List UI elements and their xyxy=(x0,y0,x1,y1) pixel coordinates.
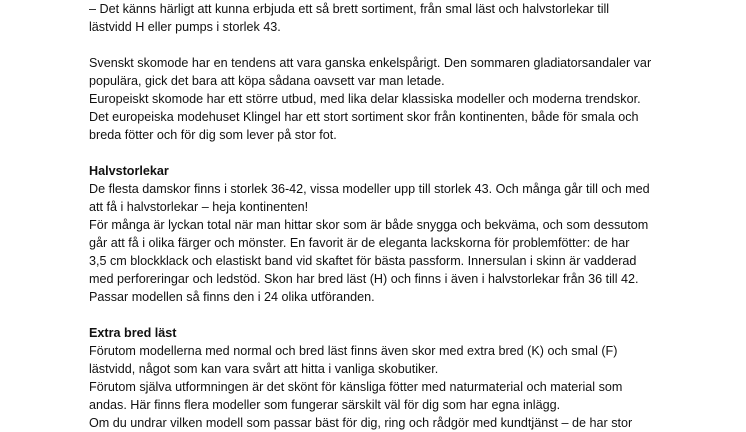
intro-paragraph xyxy=(89,0,729,36)
text-line: Det europeiska modehuset Klingel har ett stort sortiment skor från kontinenten, både för smala och xyxy=(89,110,639,124)
text-line: populära, gick det bara att köpa sådana oavsett var man letade. xyxy=(89,74,445,88)
section-heading-halvstorlekar: Halvstorlekar xyxy=(89,164,169,178)
paragraph-gap xyxy=(89,306,729,324)
text-line: – Det känns härligt att kunna erbjuda ett så brett sortiment, från smal läst och halvstorlekar till xyxy=(89,2,610,16)
paragraph-gap xyxy=(89,144,729,162)
fashion-paragraph xyxy=(89,54,729,144)
text-line: För många är lyckan total när man hittar skor som är både snygga och bekväma, och som dessutom xyxy=(89,218,649,232)
text-line: att få i halvstorlekar – heja kontinenten! xyxy=(89,200,309,214)
text-line: med perforeringar och ledstöd. Skon har bred läst (H) och finns i även i halvstorlekar från 36 till 42. xyxy=(89,272,639,286)
text-line: Passar modellen så finns den i 24 olika utföranden. xyxy=(89,290,375,304)
document-page xyxy=(89,0,729,432)
text-line: lästvidd, något som kan vara svårt att hitta i vanliga skobutiker. xyxy=(89,362,439,376)
text-line: Svenskt skomode har en tendens att vara ganska enkelspårigt. Den sommaren gladiatorsandaler var xyxy=(89,56,652,70)
text-line: går att få i olika färger och mönster. En favorit är de eleganta lackskorna för problemfötter: de har xyxy=(89,236,630,250)
text-line: 3,5 cm blockklack och elastiskt band vid skaftet för bästa passform. Innersulan i skinn är vadderad xyxy=(89,254,637,268)
text-line: Förutom själva utformningen är det skönt för känsliga fötter med naturmaterial och material som xyxy=(89,380,623,394)
text-line: De flesta damskor finns i storlek 36-42, vissa modeller upp till storlek 43. Och många går till och med xyxy=(89,182,650,196)
text-line: breda fötter och för dig som lever på stor fot. xyxy=(89,128,337,142)
text-line: lästvidd H eller pumps i storlek 43. xyxy=(89,20,281,34)
text-line: Europeiskt skomode har ett större utbud, med lika delar klassiska modeller och moderna trendskor. xyxy=(89,92,641,106)
halvstorlekar-paragraph xyxy=(89,180,729,306)
text-line: andas. Här finns flera modeller som fungerar särskilt väl för dig som har egna inlägg. xyxy=(89,398,561,412)
section-heading-extra-bred-last: Extra bred läst xyxy=(89,326,177,340)
paragraph-gap xyxy=(89,36,729,54)
text-line: Om du undrar vilken modell som passar bäst för dig, ring och rådgör med kundtjänst – de har stor xyxy=(89,416,633,430)
text-line: Förutom modellerna med normal och bred läst finns även skor med extra bred (K) och smal (F) xyxy=(89,344,618,358)
